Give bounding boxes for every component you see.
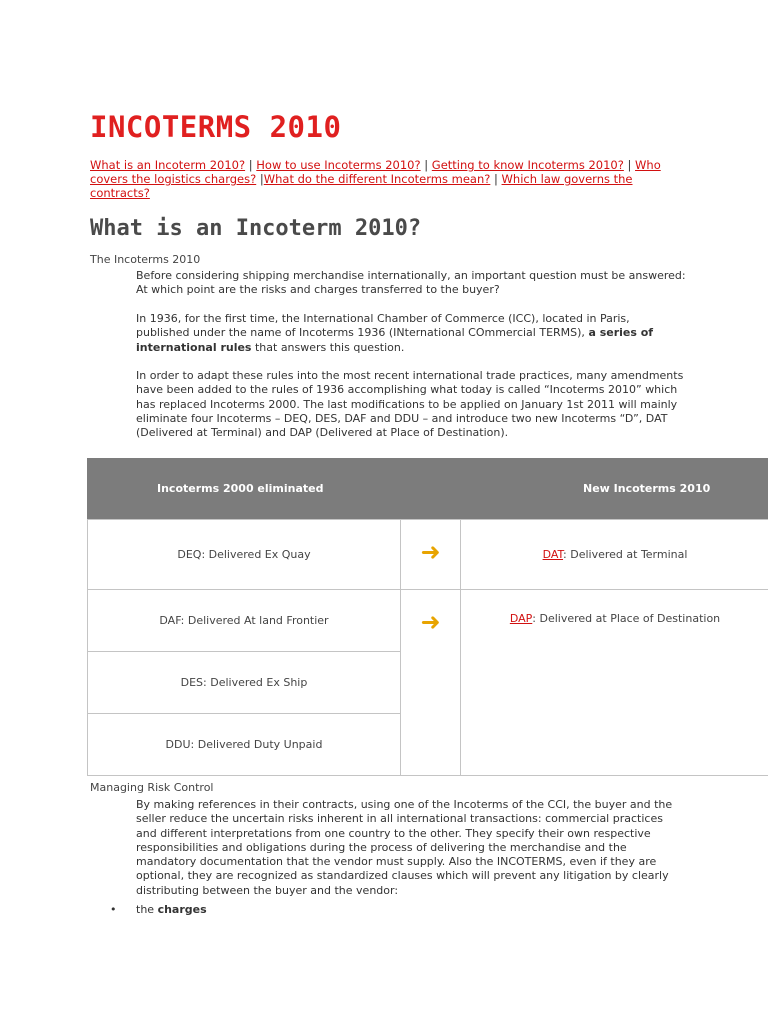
page-title: INCOTERMS 2010	[90, 110, 342, 144]
table-cell-new	[460, 519, 768, 590]
paragraph-amendments: In order to adapt these rules into the most recent international trade practices, many amendments have been added to the rules of 1936 accomplishing what today is called “Incoterms 2010” which has replaced Incoterms 2000. The last modifications to be applied on January 1st 2011 will mainly eliminate four Incoterms – DEQ, DES, DAF and DDU – and introduce two new Incoterms “D”, DAT (Delivered at Terminal) and DAP (Delivered at Place of Destination).	[136, 369, 684, 440]
term-description: : Delivered at Place of Destination	[532, 612, 721, 625]
term-description: : Delivered at Terminal	[563, 548, 688, 561]
section-heading: What is an Incoterm 2010?	[90, 216, 422, 241]
list-item-emphasis: charges	[157, 903, 207, 916]
paragraph-history-end: that answers this question.	[251, 340, 405, 354]
table-cell-new	[460, 589, 768, 776]
cell-text: DES: Delivered Ex Ship	[180, 676, 308, 689]
nav-separator: |	[490, 172, 502, 186]
topic-nav	[90, 158, 680, 200]
table-cell-eliminated	[87, 713, 401, 776]
nav-link-getting-to-know[interactable]: Getting to know Incoterms 2010?	[431, 158, 624, 172]
nav-separator: |	[256, 172, 264, 186]
paragraph-risk-control: By making references in their contracts, using one of the Incoterms of the CCI, the buyer and the seller reduce the uncertain risks inherent in all international transactions: commercial practices and different interpretations from one country to the other. They specify their own respective responsibilities and obligations during the process of delivering the merchandise and the mandatory documentation that the vendor must supply. Also the INCOTERMS, even if they are optional, they are recognized as standardized clauses which will prevent any litigation by clearly distributing between the buyer and the vendor:	[136, 798, 673, 897]
header-new: New Incoterms 2010	[583, 482, 711, 495]
paragraph-history	[136, 312, 686, 355]
cell-text	[543, 548, 688, 561]
term-link-dap[interactable]: DAP	[509, 612, 533, 625]
cell-text	[510, 612, 720, 625]
arrow-right-icon: ➜	[420, 538, 441, 566]
list-item	[110, 903, 207, 916]
list-item-prefix: the	[136, 903, 158, 916]
cell-text: DDU: Delivered Duty Unpaid	[165, 738, 323, 751]
paragraph-intro: Before considering shipping merchandise internationally, an important question must be answered: At which point are the risks and charges transferred to the buyer?	[136, 269, 686, 297]
table-cell-eliminated	[87, 519, 401, 590]
header-eliminated: Incoterms 2000 eliminated	[157, 482, 324, 495]
table-cell-eliminated	[87, 651, 401, 714]
nav-link-what-is[interactable]: What is an Incoterm 2010?	[90, 158, 246, 172]
nav-separator: |	[420, 158, 432, 172]
nav-separator: |	[245, 158, 257, 172]
cell-text: DEQ: Delivered Ex Quay	[177, 548, 311, 561]
nav-link-how-to-use[interactable]: How to use Incoterms 2010?	[256, 158, 421, 172]
bullet-icon: •	[110, 903, 117, 916]
paragraph-history-emphasis: a series of international rules	[136, 326, 654, 354]
incoterms-comparison-table	[87, 458, 768, 776]
table-header	[87, 458, 768, 519]
subsection-label: Managing Risk Control	[90, 781, 214, 794]
table-cell-arrow	[400, 589, 461, 776]
term-link-dat[interactable]: DAT	[542, 548, 564, 561]
cell-text: DAF: Delivered At land Frontier	[159, 614, 329, 627]
nav-link-logistics-charges[interactable]: Who covers the logistics charges?	[90, 158, 661, 186]
nav-link-governing-law[interactable]: Which law governs the contracts?	[90, 172, 633, 200]
arrow-right-icon: ➜	[420, 608, 441, 636]
paragraph-history-text: In 1936, for the first time, the International Chamber of Commerce (ICC), located in Paris, published under the name of Incoterms 1936 (INternational COmmercial TERMS),	[136, 312, 630, 340]
table-cell-eliminated	[87, 589, 401, 652]
table-cell-arrow	[400, 519, 461, 590]
nav-link-incoterms-meaning[interactable]: What do the different Incoterms mean?	[263, 172, 491, 186]
nav-separator: |	[623, 158, 636, 172]
subsection-label: The Incoterms 2010	[90, 253, 201, 266]
